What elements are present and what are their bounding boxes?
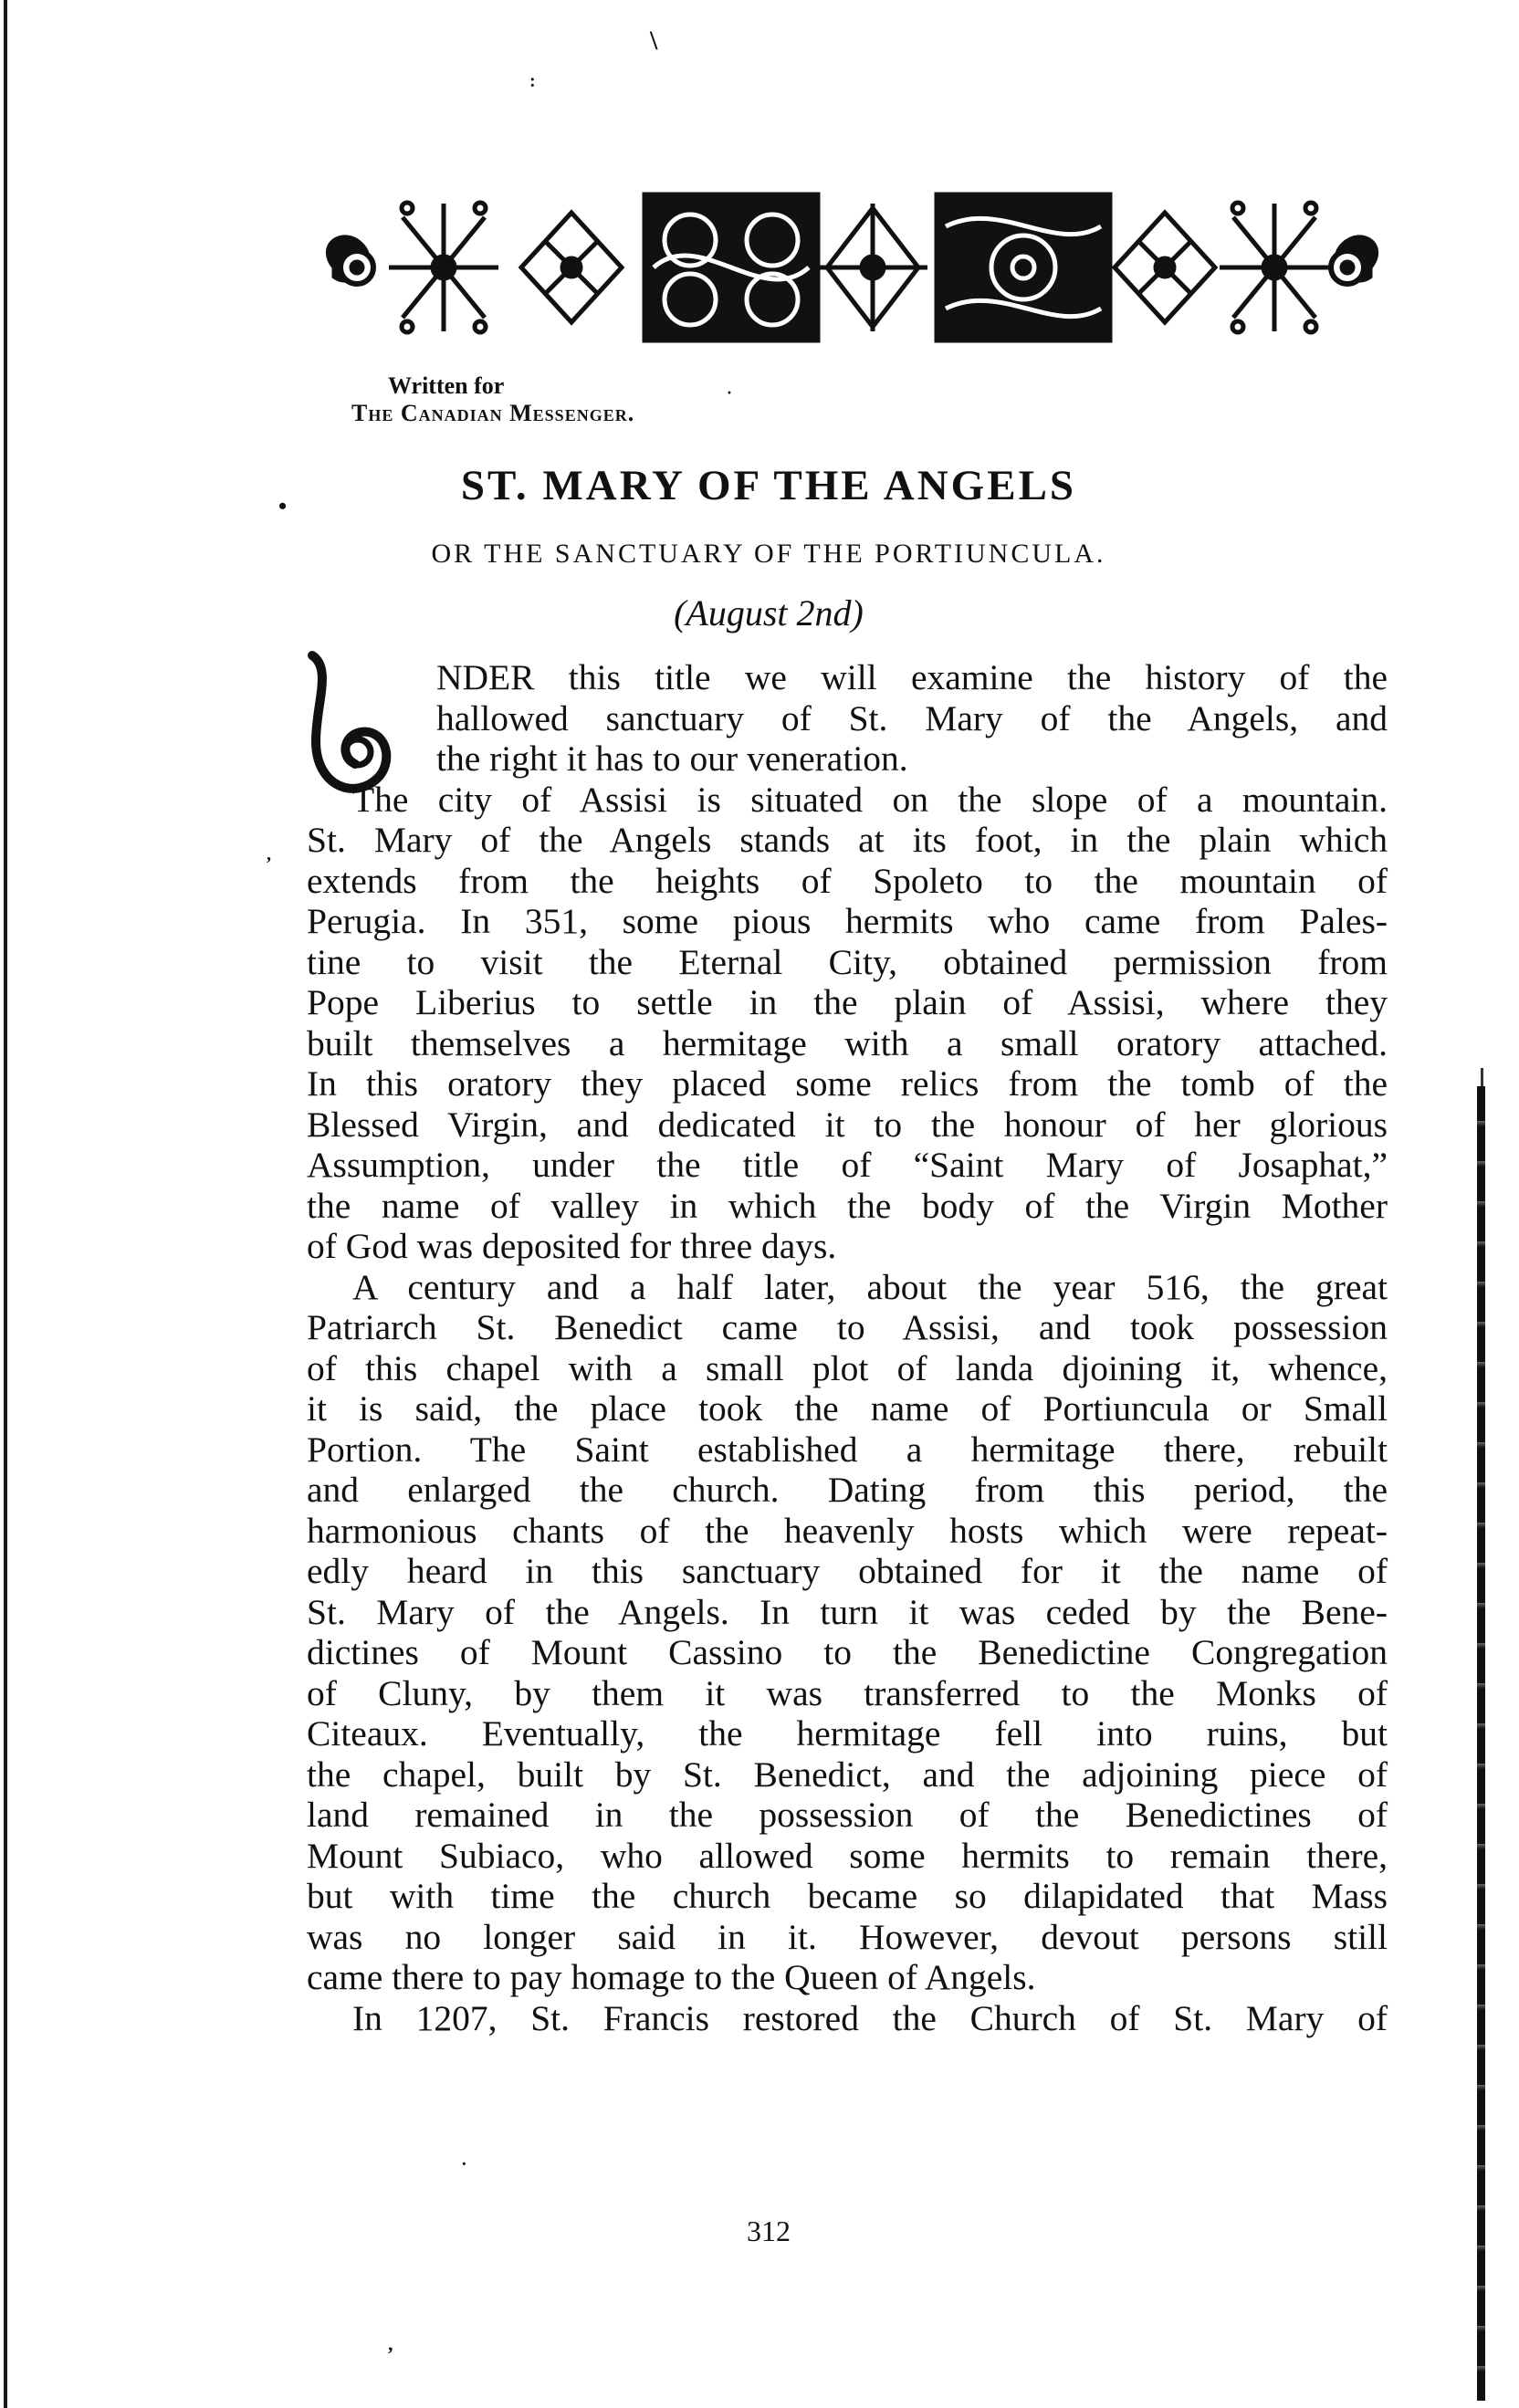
text-line: of Cluny, by them it was transferred to the Monks of <box>307 1672 1388 1713</box>
text-line: Patriarch St. Benedict came to Assisi, and took possession <box>307 1307 1388 1347</box>
right-page-edge <box>1477 1086 1485 2401</box>
stray-mark: · <box>461 2154 467 2174</box>
text-line: of God was deposited for three days. <box>307 1226 837 1266</box>
text-line: edly heard in this sanctuary obtained for it the name of <box>307 1551 1388 1591</box>
text-line: harmonious chants of the heavenly hosts which were repeat- <box>307 1510 1388 1551</box>
text-line: land remained in the possession of the Benedictines of <box>307 1795 1388 1835</box>
left-page-edge <box>4 0 7 2408</box>
text-line: built themselves a hermitage with a small oratory attached. <box>307 1022 1388 1063</box>
stray-mark: , <box>267 844 271 864</box>
text-line: the name of valley in which the body of the Virgin Mother <box>307 1185 1388 1226</box>
stray-mark: , <box>388 2332 393 2355</box>
article-subtitle: OR THE SANCTUARY OF THE PORTIUNCULA. <box>431 539 1106 569</box>
text-line: of this chapel with a small plot of landa djoining it, whence, <box>307 1347 1388 1388</box>
text-line: Pope Liberius to settle in the plain of Assisi, where they <box>307 982 1388 1022</box>
credit-line-2: The Canadian Messenger. <box>351 400 635 426</box>
stray-mark: · <box>727 383 733 402</box>
text-line: In this oratory they placed some relics from the tomb of the <box>307 1063 1388 1104</box>
article-body <box>307 657 1388 2038</box>
text-line: came there to pay homage to the Queen of Angels. <box>307 1957 1036 1997</box>
text-line: Mount Subiaco, who allowed some hermits to remain there, <box>307 1835 1388 1876</box>
text-line: tine to visit the Eternal City, obtained permission from <box>307 941 1388 982</box>
text-line: it is said, the place took the name of Portiuncula or Small <box>307 1388 1388 1429</box>
decorative-headpiece-ornament <box>307 190 1395 345</box>
text-line: St. Mary of the Angels. In turn it was ceded by the Bene- <box>307 1591 1388 1632</box>
stray-mark: : <box>529 71 536 91</box>
text-line: extends from the heights of Spoleto to the mountain of <box>307 860 1388 901</box>
text-line: St. Mary of the Angels stands at its foot, in the plain which <box>307 820 1388 860</box>
text-line: dictines of Mount Cassino to the Benedictine Congregation <box>307 1632 1388 1672</box>
text-line: the right it has to our veneration. <box>436 738 908 779</box>
credit-line-1: Written for <box>388 372 505 399</box>
text-line: Citeaux. Eventually, the hermitage fell into ruins, but <box>307 1713 1388 1754</box>
text-line: NDER this title we will examine the history of the <box>436 657 1388 697</box>
text-line: but with time the church became so dilapidated that Mass <box>307 1876 1388 1916</box>
svg-text:U: U <box>337 794 340 799</box>
text-line: A century and a half later, about the year 516, the great <box>352 1266 1388 1307</box>
feast-date: (August 2nd) <box>674 592 864 633</box>
stray-mark: \ <box>650 26 658 56</box>
text-line: the chapel, built by St. Benedict, and the adjoining piece of <box>307 1754 1388 1795</box>
text-line: and enlarged the church. Dating from this period, the <box>307 1470 1388 1510</box>
text-line: hallowed sanctuary of St. Mary of the Angels, and <box>436 697 1388 738</box>
stray-bullet: • <box>278 493 288 519</box>
article-title: ST. MARY OF THE ANGELS <box>460 462 1077 509</box>
credit-line <box>351 372 634 427</box>
text-line: Blessed Virgin, and dedicated it to the honour of her glorious <box>307 1104 1388 1145</box>
text-line: In 1207, St. Francis restored the Church of St. Mary of <box>352 1997 1388 2038</box>
text-line: Assumption, under the title of “Saint Mary of Josaphat,” <box>307 1145 1388 1185</box>
text-line: was no longer said in it. However, devout persons still <box>307 1916 1388 1957</box>
text-line: Perugia. In 351, some pious hermits who came from Pales- <box>307 901 1388 941</box>
page-number: 312 <box>747 2214 791 2247</box>
text-line: Portion. The Saint established a hermitage there, rebuilt <box>307 1429 1388 1470</box>
text-line: The city of Assisi is situated on the slope of a mountain. <box>352 779 1388 820</box>
